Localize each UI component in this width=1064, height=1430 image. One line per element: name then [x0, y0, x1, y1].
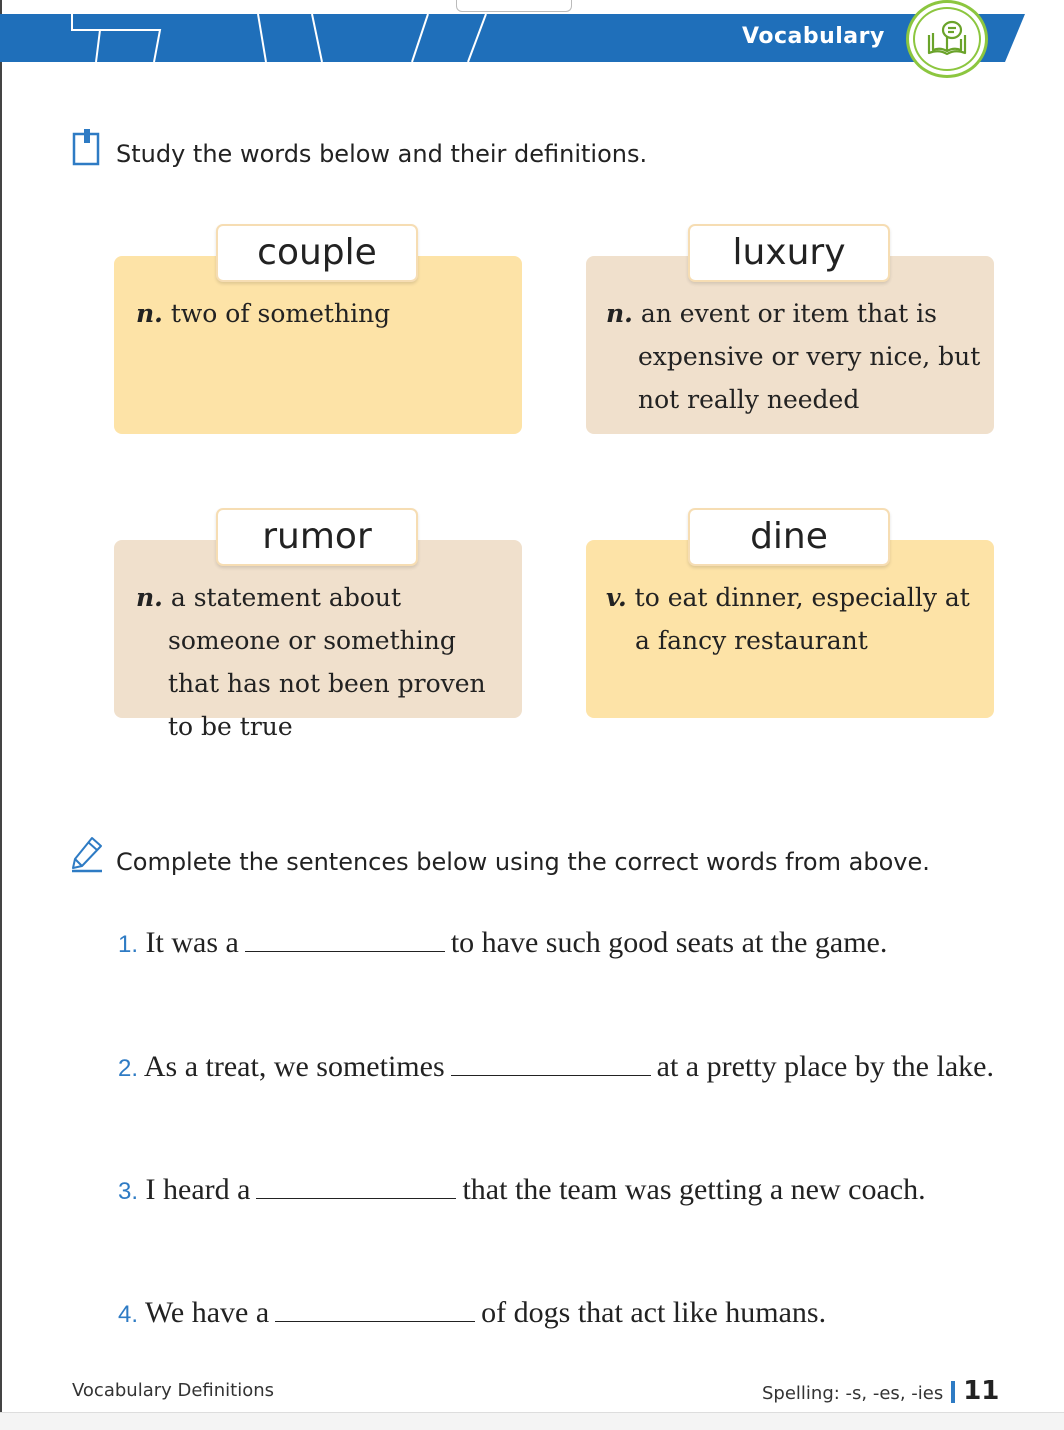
part-of-speech: n.	[136, 583, 163, 612]
sentence-text-before: It was a	[145, 926, 239, 959]
footer-spelling	[762, 1376, 999, 1406]
book-speech-icon	[925, 19, 971, 61]
definition-line: someone or something	[168, 626, 456, 655]
study-instruction: Study the words below and their definitions.	[116, 140, 648, 168]
definition-dine	[606, 576, 991, 662]
part-of-speech: n.	[606, 299, 633, 328]
definition-line: to eat dinner, especially at	[634, 583, 970, 612]
sentence-text-after: to have such good seats at the game.	[450, 926, 888, 959]
definition-line: to be true	[168, 712, 293, 741]
definition-line: expensive or very nice, but	[638, 342, 981, 371]
footer-spelling-text: Spelling: -s, -es, -ies	[762, 1383, 944, 1404]
footer-divider	[951, 1381, 955, 1403]
word-label-dine: dine	[688, 508, 890, 566]
definition-line: two of something	[170, 299, 391, 328]
page-number: 11	[963, 1376, 1000, 1406]
page-bottom-edge	[0, 1412, 1064, 1430]
definition-line: an event or item that is	[640, 299, 937, 328]
pencil-icon	[70, 836, 104, 874]
definition-luxury	[606, 292, 986, 421]
sentence-1	[118, 926, 887, 960]
sentence-number: 4.	[118, 1301, 139, 1328]
part-of-speech: v.	[606, 583, 627, 612]
footer-section-title: Vocabulary Definitions	[72, 1380, 275, 1401]
banner-shape	[0, 14, 1064, 62]
answer-blank[interactable]	[451, 1054, 651, 1076]
sentence-text-before: We have a	[144, 1296, 270, 1329]
sentence-number: 2.	[118, 1055, 139, 1082]
banner-title: Vocabulary	[742, 24, 885, 49]
complete-instruction: Complete the sentences below using the correct words from above.	[116, 848, 930, 876]
sentence-text-after: that the team was getting a new coach.	[462, 1173, 926, 1206]
sentence-2	[118, 1050, 994, 1084]
answer-blank[interactable]	[275, 1300, 475, 1322]
answer-blank[interactable]	[256, 1177, 456, 1199]
sentence-text-after: of dogs that act like humans.	[481, 1296, 827, 1329]
book-icon	[72, 128, 100, 168]
word-label-luxury: luxury	[688, 224, 890, 282]
part-of-speech: n.	[136, 299, 163, 328]
vocabulary-badge	[906, 0, 988, 78]
sentence-4	[118, 1296, 826, 1330]
sentence-number: 1.	[118, 931, 139, 958]
sentence-text-before: As a treat, we sometimes	[143, 1050, 445, 1083]
definition-rumor	[136, 576, 516, 748]
page-edge	[0, 0, 2, 1412]
sentence-text-after: at a pretty place by the lake.	[656, 1050, 994, 1083]
top-tab	[456, 0, 572, 12]
sentence-text-before: I heard a	[145, 1173, 251, 1206]
definition-line: that has not been proven	[168, 669, 486, 698]
sentence-number: 3.	[118, 1178, 139, 1205]
header-banner	[0, 14, 1064, 62]
definition-line: a statement about	[170, 583, 402, 612]
answer-blank[interactable]	[245, 930, 445, 952]
definition-couple	[136, 292, 506, 335]
sentence-3	[118, 1173, 926, 1207]
definition-line: not really needed	[638, 385, 860, 414]
word-label-couple: couple	[216, 224, 418, 282]
definition-line: a fancy restaurant	[635, 626, 868, 655]
definition-card-couple	[114, 256, 522, 434]
word-label-rumor: rumor	[216, 508, 418, 566]
